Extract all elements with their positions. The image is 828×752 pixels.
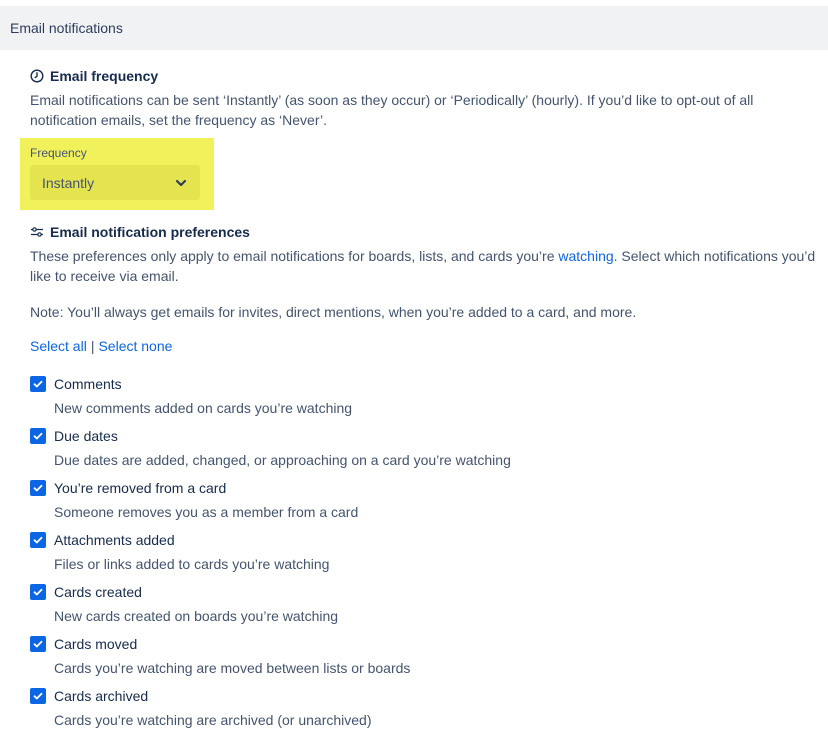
removed-from-card-checkbox[interactable] — [30, 480, 46, 496]
clock-icon — [30, 69, 44, 83]
watching-link[interactable]: watching — [558, 248, 614, 264]
checkmark-icon — [32, 430, 44, 442]
preference-description: New comments added on cards you’re watching — [54, 400, 353, 416]
email-preferences-heading — [30, 220, 250, 244]
section-title: Email notifications — [10, 20, 123, 36]
section-header — [0, 6, 828, 50]
preference-item-cards-archived — [30, 686, 820, 738]
preference-item-cards-moved — [30, 634, 820, 686]
chevron-down-icon — [174, 176, 188, 190]
description-text: These preferences only apply to email notifications for boards, lists, and cards you’re — [30, 248, 559, 264]
link-separator: | — [90, 338, 95, 354]
preference-label[interactable]: You’re removed from a card — [54, 480, 227, 496]
checkmark-icon — [32, 482, 44, 494]
preference-item-attachments-added — [30, 530, 820, 582]
preference-label[interactable]: Cards archived — [54, 688, 149, 704]
preference-description: Due dates are added, changed, or approaching on a card you’re watching — [54, 452, 511, 468]
preference-item-cards-created — [30, 582, 820, 634]
select-links — [30, 338, 172, 354]
preference-label[interactable]: Cards moved — [54, 636, 138, 652]
email-frequency-description: Email notifications can be sent ‘Instantly’ (as soon as they occur) or ‘Periodically’ (hourly). If you’d like to opt-out of all notification emails, set the frequency as ‘Never’. — [30, 92, 754, 128]
preference-description: Cards you’re watching are moved between lists or boards — [54, 660, 411, 676]
due-dates-checkbox[interactable] — [30, 428, 46, 444]
email-frequency-title: Email frequency — [50, 68, 159, 84]
frequency-label: Frequency — [30, 146, 87, 160]
preference-label[interactable]: Comments — [54, 376, 122, 392]
preference-item-due-dates — [30, 426, 820, 478]
preferences-list — [30, 374, 820, 738]
preference-description: Files or links added to cards you’re watching — [54, 556, 330, 572]
preference-item-comments — [30, 374, 820, 426]
checkmark-icon — [32, 690, 44, 702]
email-notifications-content — [30, 64, 820, 728]
preference-label[interactable]: Cards created — [54, 584, 142, 600]
cards-created-checkbox[interactable] — [30, 584, 46, 600]
email-preferences-title: Email notification preferences — [50, 224, 250, 240]
preference-description: Cards you’re watching are archived (or unarchived) — [54, 712, 372, 728]
preferences-note: Note: You’ll always get emails for invites, direct mentions, when you’re added to a card, and more. — [30, 304, 637, 320]
frequency-select[interactable] — [30, 165, 200, 200]
preference-label[interactable]: Due dates — [54, 428, 118, 444]
select-all-link[interactable]: Select all — [30, 338, 87, 354]
comments-checkbox[interactable] — [30, 376, 46, 392]
cards-moved-checkbox[interactable] — [30, 636, 46, 652]
email-preferences-description — [30, 246, 820, 286]
frequency-selected-value: Instantly — [42, 174, 95, 191]
checkmark-icon — [32, 378, 44, 390]
checkmark-icon — [32, 534, 44, 546]
checkmark-icon — [32, 586, 44, 598]
description-text-end: . Select which notifications you’d like to receive via email. — [30, 248, 816, 284]
preference-description: New cards created on boards you’re watching — [54, 608, 339, 624]
preference-description: Someone removes you as a member from a card — [54, 504, 359, 520]
sliders-icon — [30, 225, 44, 239]
attachments-added-checkbox[interactable] — [30, 532, 46, 548]
preference-item-removed-from-card — [30, 478, 820, 530]
cards-archived-checkbox[interactable] — [30, 688, 46, 704]
preference-label[interactable]: Attachments added — [54, 532, 175, 548]
email-frequency-heading — [30, 64, 820, 88]
checkmark-icon — [32, 638, 44, 650]
select-none-link[interactable]: Select none — [98, 338, 173, 354]
